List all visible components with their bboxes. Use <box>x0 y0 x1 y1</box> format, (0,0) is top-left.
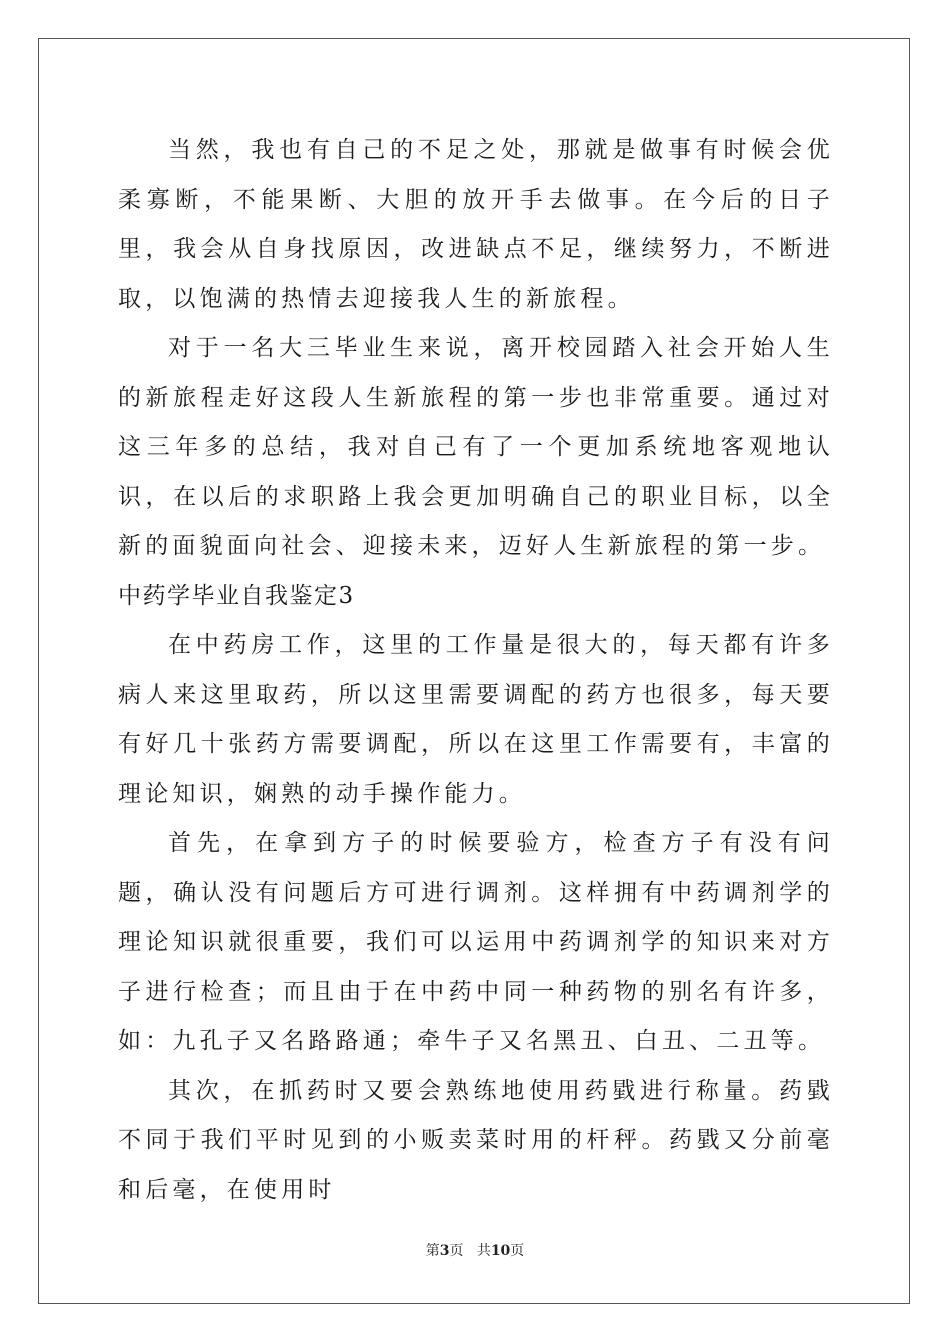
paragraph-5: 其次，在抓药时又要会熟练地使用药戥进行称量。药戥不同于我们平时见到的小贩卖菜时用的杆秤。药戥又分前毫和后毫，在使用时 <box>118 1077 834 1203</box>
paragraph-4: 首先，在拿到方子的时候要验方，检查方子有没有问题，确认没有问题后方可进行调剂。这样拥有中药调剂学的理论知识就很重要，我们可以运用中药调剂学的知识来对方子进行检查；而且由于在中药中同一种药物的别名有许多，如：九孔子又名路路通；牵牛子又名黑丑、白丑、二丑等。 <box>118 830 834 1054</box>
paragraph-1: 当然，我也有自己的不足之处，那就是做事有时候会优柔寡断，不能果断、大胆的放开手去做事。在今后的日子里，我会从自身找原因，改进缺点不足，继续努力，不断进取，以饱满的热情去迎接我人生的新旅程。 <box>118 137 834 312</box>
total-prefix: 共 <box>476 1243 491 1259</box>
paragraph-3: 在中药房工作，这里的工作量是很大的，每天都有许多病人来这里取药，所以这里需要调配的药方也很多，每天要有好几十张药方需要调配，所以在这里工作需要有，丰富的理论知识，娴熟的动手操作能力。 <box>118 632 834 807</box>
page-suffix: 页 <box>449 1243 464 1259</box>
paragraph-2: 对于一名大三毕业生来说，离开校园踏入社会开始人生的新旅程走好这段人生新旅程的第一步也非常重要。通过对这三年多的总结，我对自己有了一个更加系统地客观地认识，在以后的求职路上我会更加明确自己的职业目标，以全新的面貌面向社会、迎接未来，迈好人生新旅程的第一步。 <box>118 335 834 559</box>
document-body <box>118 126 834 1215</box>
page-prefix: 第 <box>425 1243 440 1259</box>
total-suffix: 页 <box>510 1243 525 1259</box>
section-heading: 中药学毕业自我鉴定3 <box>118 582 355 609</box>
page-footer <box>0 1240 950 1260</box>
page-number: 3 <box>439 1243 450 1259</box>
total-pages: 10 <box>490 1243 511 1259</box>
